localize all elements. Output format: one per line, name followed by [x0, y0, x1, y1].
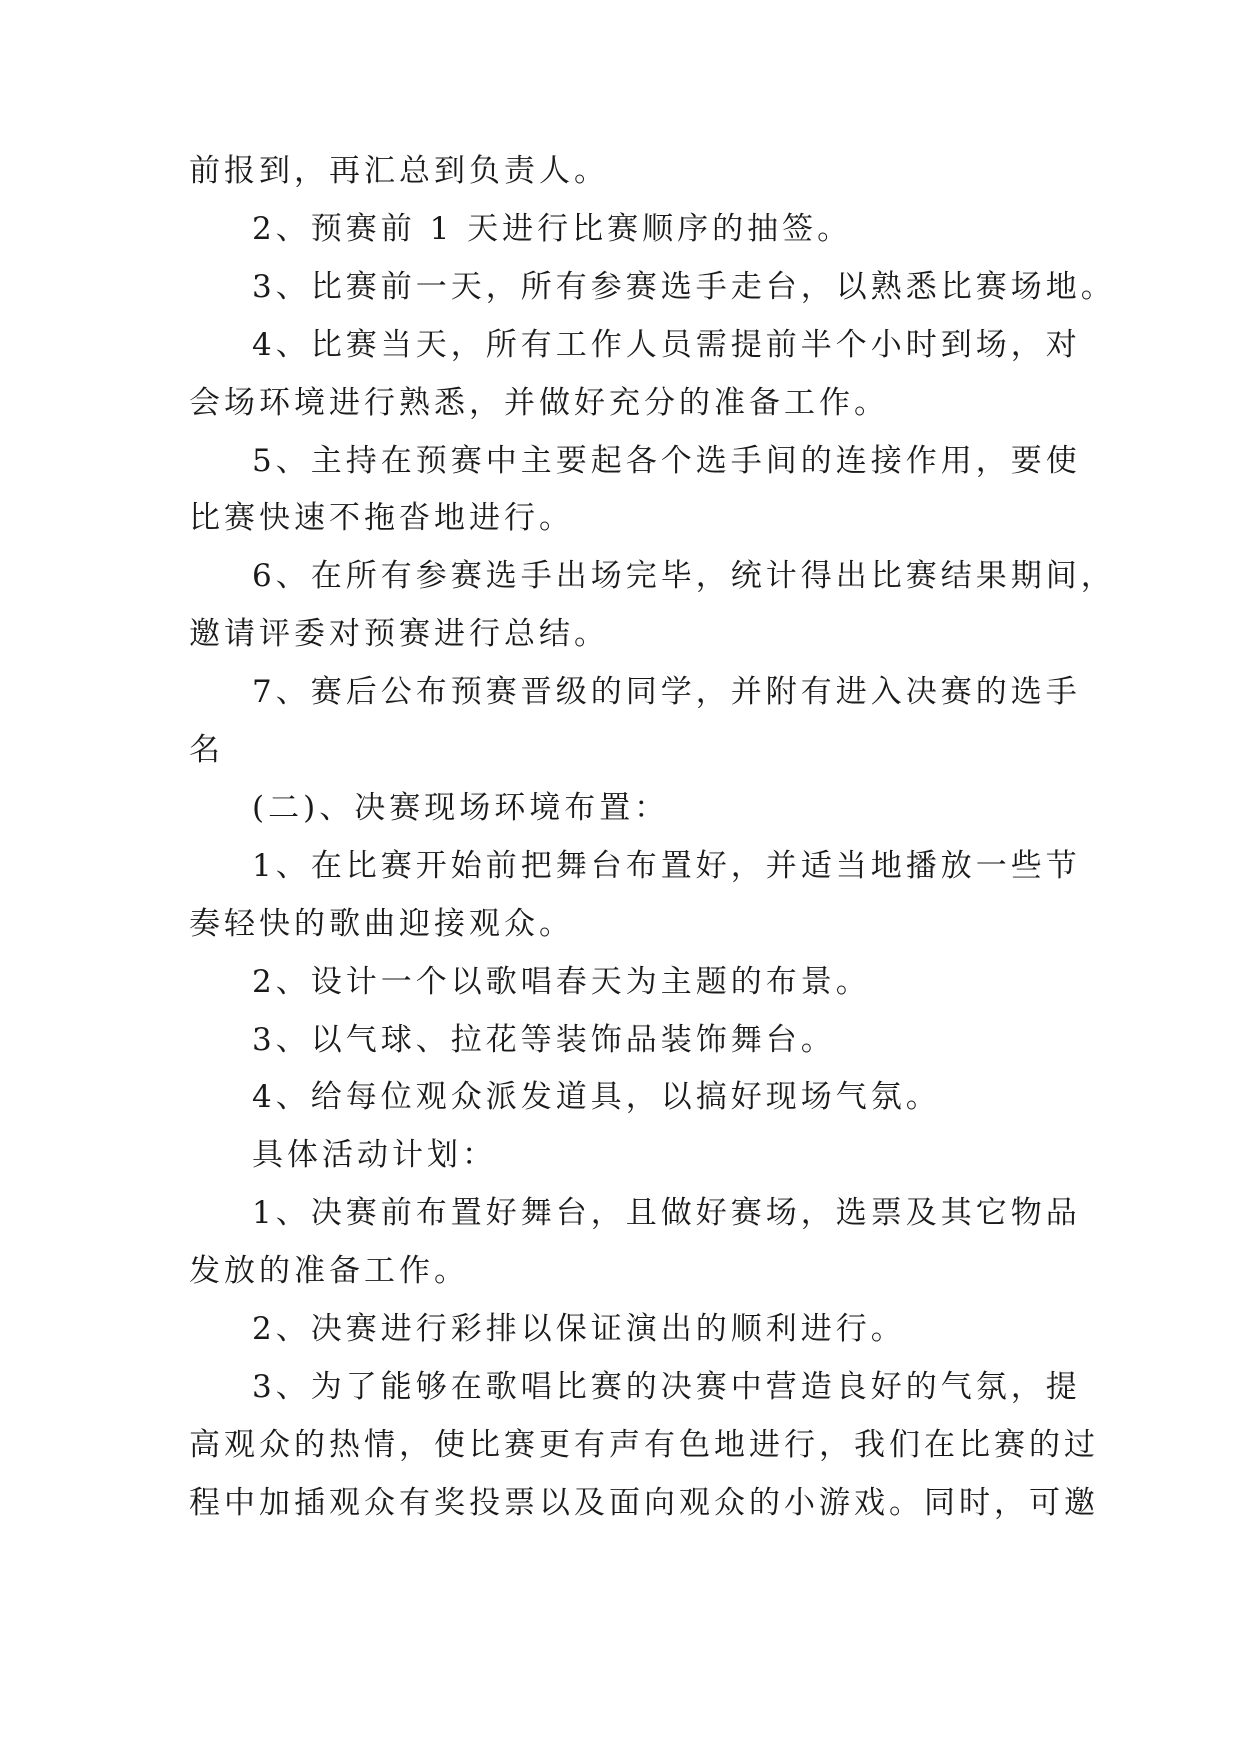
text-line: 3、比赛前一天，所有参赛选手走台，以熟悉比赛场地。	[252, 269, 1116, 305]
text-line: 3、为了能够在歌唱比赛的决赛中营造良好的气氛，提	[252, 1369, 1081, 1405]
text-line: 比赛快速不拖沓地进行。	[189, 500, 574, 536]
text-line: 高观众的热情，使比赛更有声有色地进行，我们在比赛的过	[189, 1427, 1099, 1463]
text-line: 名	[189, 732, 224, 768]
text-line: 3、以气球、拉花等装饰品装饰舞台。	[252, 1022, 836, 1058]
text-line: 6、在所有参赛选手出场完毕，统计得出比赛结果期间，	[252, 558, 1116, 594]
text-line: 具体活动计划：	[252, 1137, 497, 1173]
text-line: (二)、决赛现场环境布置：	[252, 790, 670, 826]
text-line: 奏轻快的歌曲迎接观众。	[189, 906, 574, 942]
text-line: 4、比赛当天，所有工作人员需提前半个小时到场，对	[252, 327, 1081, 363]
text-line: 2、决赛进行彩排以保证演出的顺利进行。	[252, 1311, 906, 1347]
text-line: 发放的准备工作。	[189, 1253, 469, 1289]
text-line: 7、赛后公布预赛晋级的同学，并附有进入决赛的选手	[252, 674, 1081, 710]
text-line: 2、预赛前 1 天进行比赛顺序的抽签。	[252, 211, 853, 247]
text-line: 5、主持在预赛中主要起各个选手间的连接作用，要使	[252, 443, 1081, 479]
text-line: 1、决赛前布置好舞台，且做好赛场，选票及其它物品	[252, 1195, 1081, 1231]
text-line: 会场环境进行熟悉，并做好充分的准备工作。	[189, 385, 889, 421]
text-line: 前报到，再汇总到负责人。	[189, 153, 609, 189]
text-line: 2、设计一个以歌唱春天为主题的布景。	[252, 964, 871, 1000]
text-line: 邀请评委对预赛进行总结。	[189, 616, 609, 652]
text-line: 1、在比赛开始前把舞台布置好，并适当地播放一些节	[252, 848, 1081, 884]
text-line: 4、给每位观众派发道具，以搞好现场气氛。	[252, 1079, 941, 1115]
text-line: 程中加插观众有奖投票以及面向观众的小游戏。同时，可邀	[189, 1485, 1099, 1521]
